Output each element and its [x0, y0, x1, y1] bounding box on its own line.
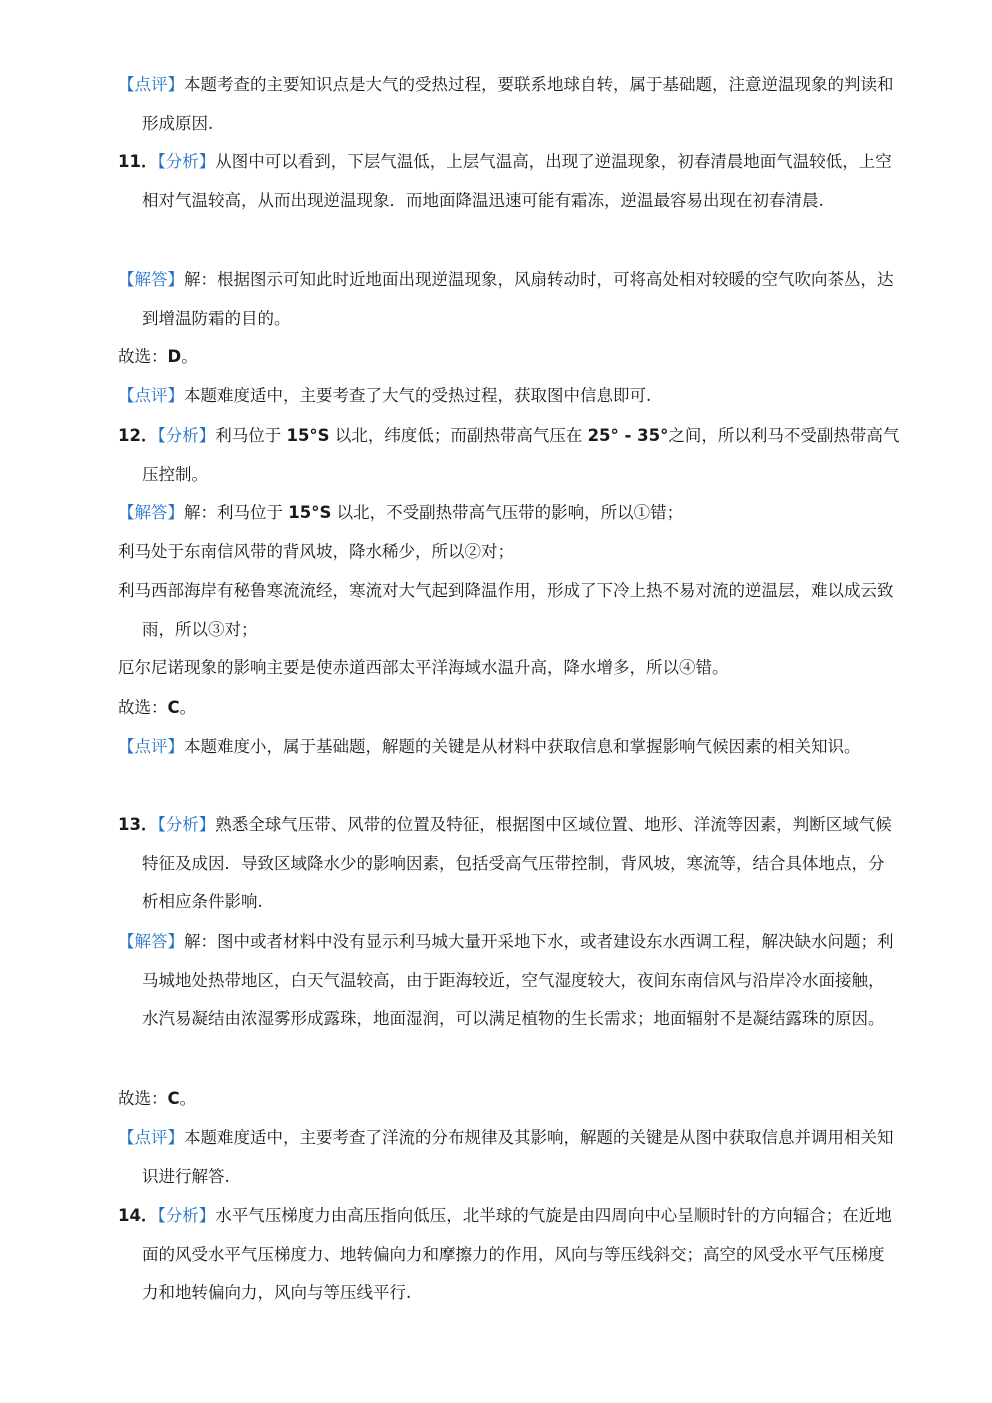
q13-review: [118, 1119, 900, 1196]
q11-number: 11．: [118, 152, 158, 171]
q11-answer: [118, 261, 900, 338]
q12-analysis: [118, 417, 900, 494]
q12-choice-letter: C: [167, 698, 180, 717]
answer-label: 【解答】: [118, 932, 184, 951]
choice-prefix: 故选：: [118, 698, 168, 717]
q12-answer-line-4: 厄尔尼诺现象的影响主要是使赤道西部太平洋海域水温升高，降水增多，所以④错。: [118, 658, 729, 677]
choice-suffix: 。: [179, 698, 197, 717]
review-paragraph: [118, 66, 900, 143]
q11-answer-text: 解：根据图示可知此时近地面出现逆温现象，风扇转动时，可将高处相对较暖的空气吹向茶丛，达到增温防霜的目的。: [142, 270, 894, 328]
q13-analysis-text: 熟悉全球气压带、风带的位置及特征，根据图中区域位置、地形、洋流等因素，判断区域气候特征及成因．导致区域降水少的影响因素，包括受高气压带控制，背风坡，寒流等，结合具体地点，分析相应条件影响.: [142, 815, 892, 911]
q12-analysis-text-b: 以北，纬度低；而副热带高气压在: [329, 426, 588, 445]
q13-choice-letter: C: [167, 1089, 180, 1108]
choice-suffix: 。: [179, 1089, 197, 1108]
q13-review-text: 本题难度适中，主要考查了洋流的分布规律及其影响，解题的关键是从图中获取信息并调用相关知识进行解答.: [142, 1128, 894, 1186]
q12-number: 12．: [118, 426, 158, 445]
q11-review: [118, 377, 900, 416]
q12-review: [118, 728, 900, 767]
q12-answer-line-2: 利马处于东南信风带的背风坡，降水稀少，所以②对；: [118, 542, 514, 561]
q12-choice: [118, 689, 876, 728]
q13-answer-text: 解：图中或者材料中没有显示利马城大量开采地下水，或者建设东水西调工程，解决缺水问题；利马城地处热带地区，白天气温较高，由于距海较近，空气湿度较大，夜间东南信风与沿岸冷水面接触，水汽易凝结由浓湿雾形成露珠，地面湿润，可以满足植物的生长需求；地面辐射不是凝结露珠的原因。: [142, 932, 894, 1028]
q13-number: 13．: [118, 815, 158, 834]
choice-prefix: 故选：: [118, 1089, 168, 1108]
q12-analysis-text-a: 利马位于: [215, 426, 287, 445]
review-label: 【点评】: [118, 737, 184, 756]
q13-answer: [118, 923, 900, 1039]
q12-answer: [118, 494, 900, 533]
q14-analysis: [118, 1197, 900, 1313]
q11-choice: [118, 338, 876, 377]
q12-latitude: 15°S: [286, 426, 330, 445]
review-text: 本题考查的主要知识点是大气的受热过程，要联系地球自转，属于基础题，注意逆温现象的判读和形成原因.: [142, 75, 894, 133]
q13-analysis: [118, 806, 900, 922]
answer-label: 【解答】: [118, 270, 184, 289]
q14-analysis-text: 水平气压梯度力由高压指向低压，北半球的气旋是由四周向中心呈顺时针的方向辐合；在近地面的风受水平气压梯度力、地转偏向力和摩擦力的作用，风向与等压线斜交；高空的风受水平气压梯度力和地转偏向力，风向与等压线平行.: [142, 1206, 892, 1302]
review-label: 【点评】: [118, 75, 184, 94]
q12-lat-range: 25° - 35°: [587, 426, 669, 445]
q13-choice: [118, 1080, 876, 1119]
q12-answer-latitude: 15°S: [288, 503, 332, 522]
q12-answer-text-a: 解：利马位于: [184, 503, 289, 522]
q11-analysis: [118, 143, 900, 220]
q12-analysis-text-c: 之间，所以利马不受副热带高气压控制。: [142, 426, 900, 484]
answer-label: 【解答】: [118, 503, 184, 522]
q14-number: 14．: [118, 1206, 158, 1225]
q12-answer-text-b: 以北，不受副热带高气压带的影响，所以①错；: [331, 503, 684, 522]
analysis-label: 【分析】: [157, 815, 216, 834]
choice-prefix: 故选：: [118, 347, 168, 366]
analysis-label: 【分析】: [157, 1206, 216, 1225]
choice-suffix: 。: [181, 347, 198, 366]
review-label: 【点评】: [118, 386, 184, 405]
q12-answer-line-3: 利马西部海岸有秘鲁寒流流经，寒流对大气起到降温作用，形成了下冷上热不易对流的逆温层，难以成云致雨，所以③对；: [118, 581, 894, 639]
analysis-label: 【分析】: [157, 152, 216, 171]
q11-choice-letter: D: [167, 347, 182, 366]
q12-review-text: 本题难度小，属于基础题，解题的关键是从材料中获取信息和掌握影响气候因素的相关知识。: [184, 737, 861, 756]
q11-review-text: 本题难度适中，主要考查了大气的受热过程，获取图中信息即可.: [184, 386, 652, 405]
q11-analysis-text: 从图中可以看到，下层气温低，上层气温高，出现了逆温现象，初春清晨地面气温较低，上空相对气温较高，从而出现逆温现象．而地面降温迅速可能有霜冻，逆温最容易出现在初春清晨.: [142, 152, 892, 210]
review-label: 【点评】: [118, 1128, 184, 1147]
analysis-label: 【分析】: [157, 426, 216, 445]
